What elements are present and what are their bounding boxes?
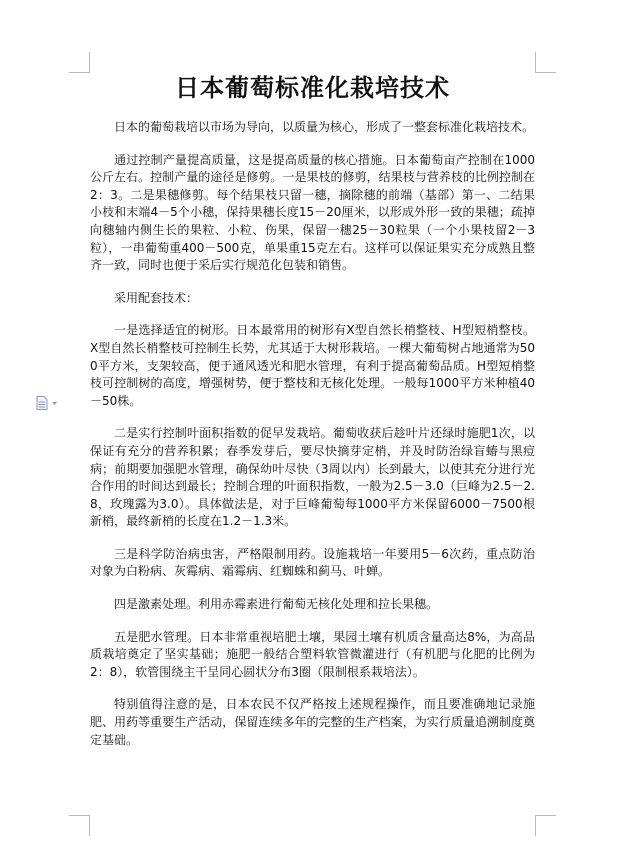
- paragraph-supporting-tech: 采用配套技术：: [114, 290, 199, 305]
- paragraph-tree-shape: 一是选择适宜的树形。日本最常用的树形有X型自然长梢整枝、H型短梢整枝。X型自然长梢整枝可控制生长势，尤其适于大树形栽培。一棵大葡萄树占地通常为500平方米，支架较高，便于通风透光和肥水管理，有利于提高葡萄品质。H型短梢整枝可控制树的高度，增强树势，便于整枝和无核化处理。一般每1000平方米种植40－50株。: [90, 323, 535, 408]
- paragraph-records: 特别值得注意的是，日本农民不仅严格按上述规程操作，而且要准确地记录施肥、用药等重要生产活动，保留连续多年的完整的生产档案，为实行质量追溯制度奠定基础。: [90, 697, 535, 747]
- paragraph-intro: 日本的葡萄栽培以市场为导向，以质量为核心，形成了一整套标准化栽培技术。: [114, 120, 535, 134]
- corner-mark-top-right: [535, 52, 556, 73]
- paragraph-fertilizer: 五是肥水管理。日本非常重视培肥土壤，果园土壤有机质含量高达8%，为高品质栽培奠定了坚实基础；施肥一般结合塑料软管微灌进行（有机肥与化肥的比例为2：8），软管围绕主干呈同心圆状分布3圈（限制根系栽培法）。: [90, 629, 535, 679]
- paragraph-leaf-area: 二是实行控制叶面积指数的促早发栽培。葡萄收获后趁叶片还绿时施肥1次，以保证有充分的营养积累；春季发芽后，要尽快摘芽定梢，并及时防治绿盲蝽与黑痘病；前期要加强肥水管理，确保幼叶尽快（3周以内）长到最大，以使其充分进行光合作用的时间达到最长；控制合理的叶面积指数，一般为2.5－3.0（巨峰为2.5－2.8，玫瑰露为3.0）。具体做法是，对于巨峰葡萄每1000平方米保留6000－7500根新梢，最终新梢的长度在1.2－1.3米。: [90, 426, 535, 529]
- corner-mark-top-left: [69, 52, 90, 73]
- corner-mark-bottom-right: [535, 815, 556, 836]
- page-title: 日本葡萄标准化栽培技术: [175, 73, 450, 102]
- paragraph-yield-control: 通过控制产量提高质量，这是提高质量的核心措施。日本葡萄亩产控制在1000公斤左右。控制产量的途径是修剪。一是果枝的修剪，结果枝与营养枝的比例控制在2：3。二是果穗修剪。每个结果枝只留一穗，摘除穗的前端（基部）第一、二结果小枝和末端4－5个小穗，保持果穗长度15－20厘米，以形成外形一致的果穗；疏掉向穗轴内侧生长的果粒、小粒、伤果，保留一穗25－30粒果（一个小果枝留2－3粒），一串葡萄重400－500克，单果重15克左右。这样可以保证果实充分成熟且整齐一致，同时也便于采后实行规范化包装和销售。: [90, 152, 535, 273]
- paragraph-pest-control: 三是科学防治病虫害，严格限制用药。设施栽培一年要用5－6次药，重点防治对象为白粉病、灰霉病、霜霉病、红蜘蛛和蓟马、叶蝉。: [90, 546, 535, 579]
- document-options-icon[interactable]: [36, 396, 60, 410]
- corner-mark-bottom-left: [69, 815, 90, 836]
- paragraph-hormone: 四是激素处理。利用赤霉素进行葡萄无核化处理和拉长果穗。: [114, 597, 439, 612]
- document-body: [90, 119, 535, 749]
